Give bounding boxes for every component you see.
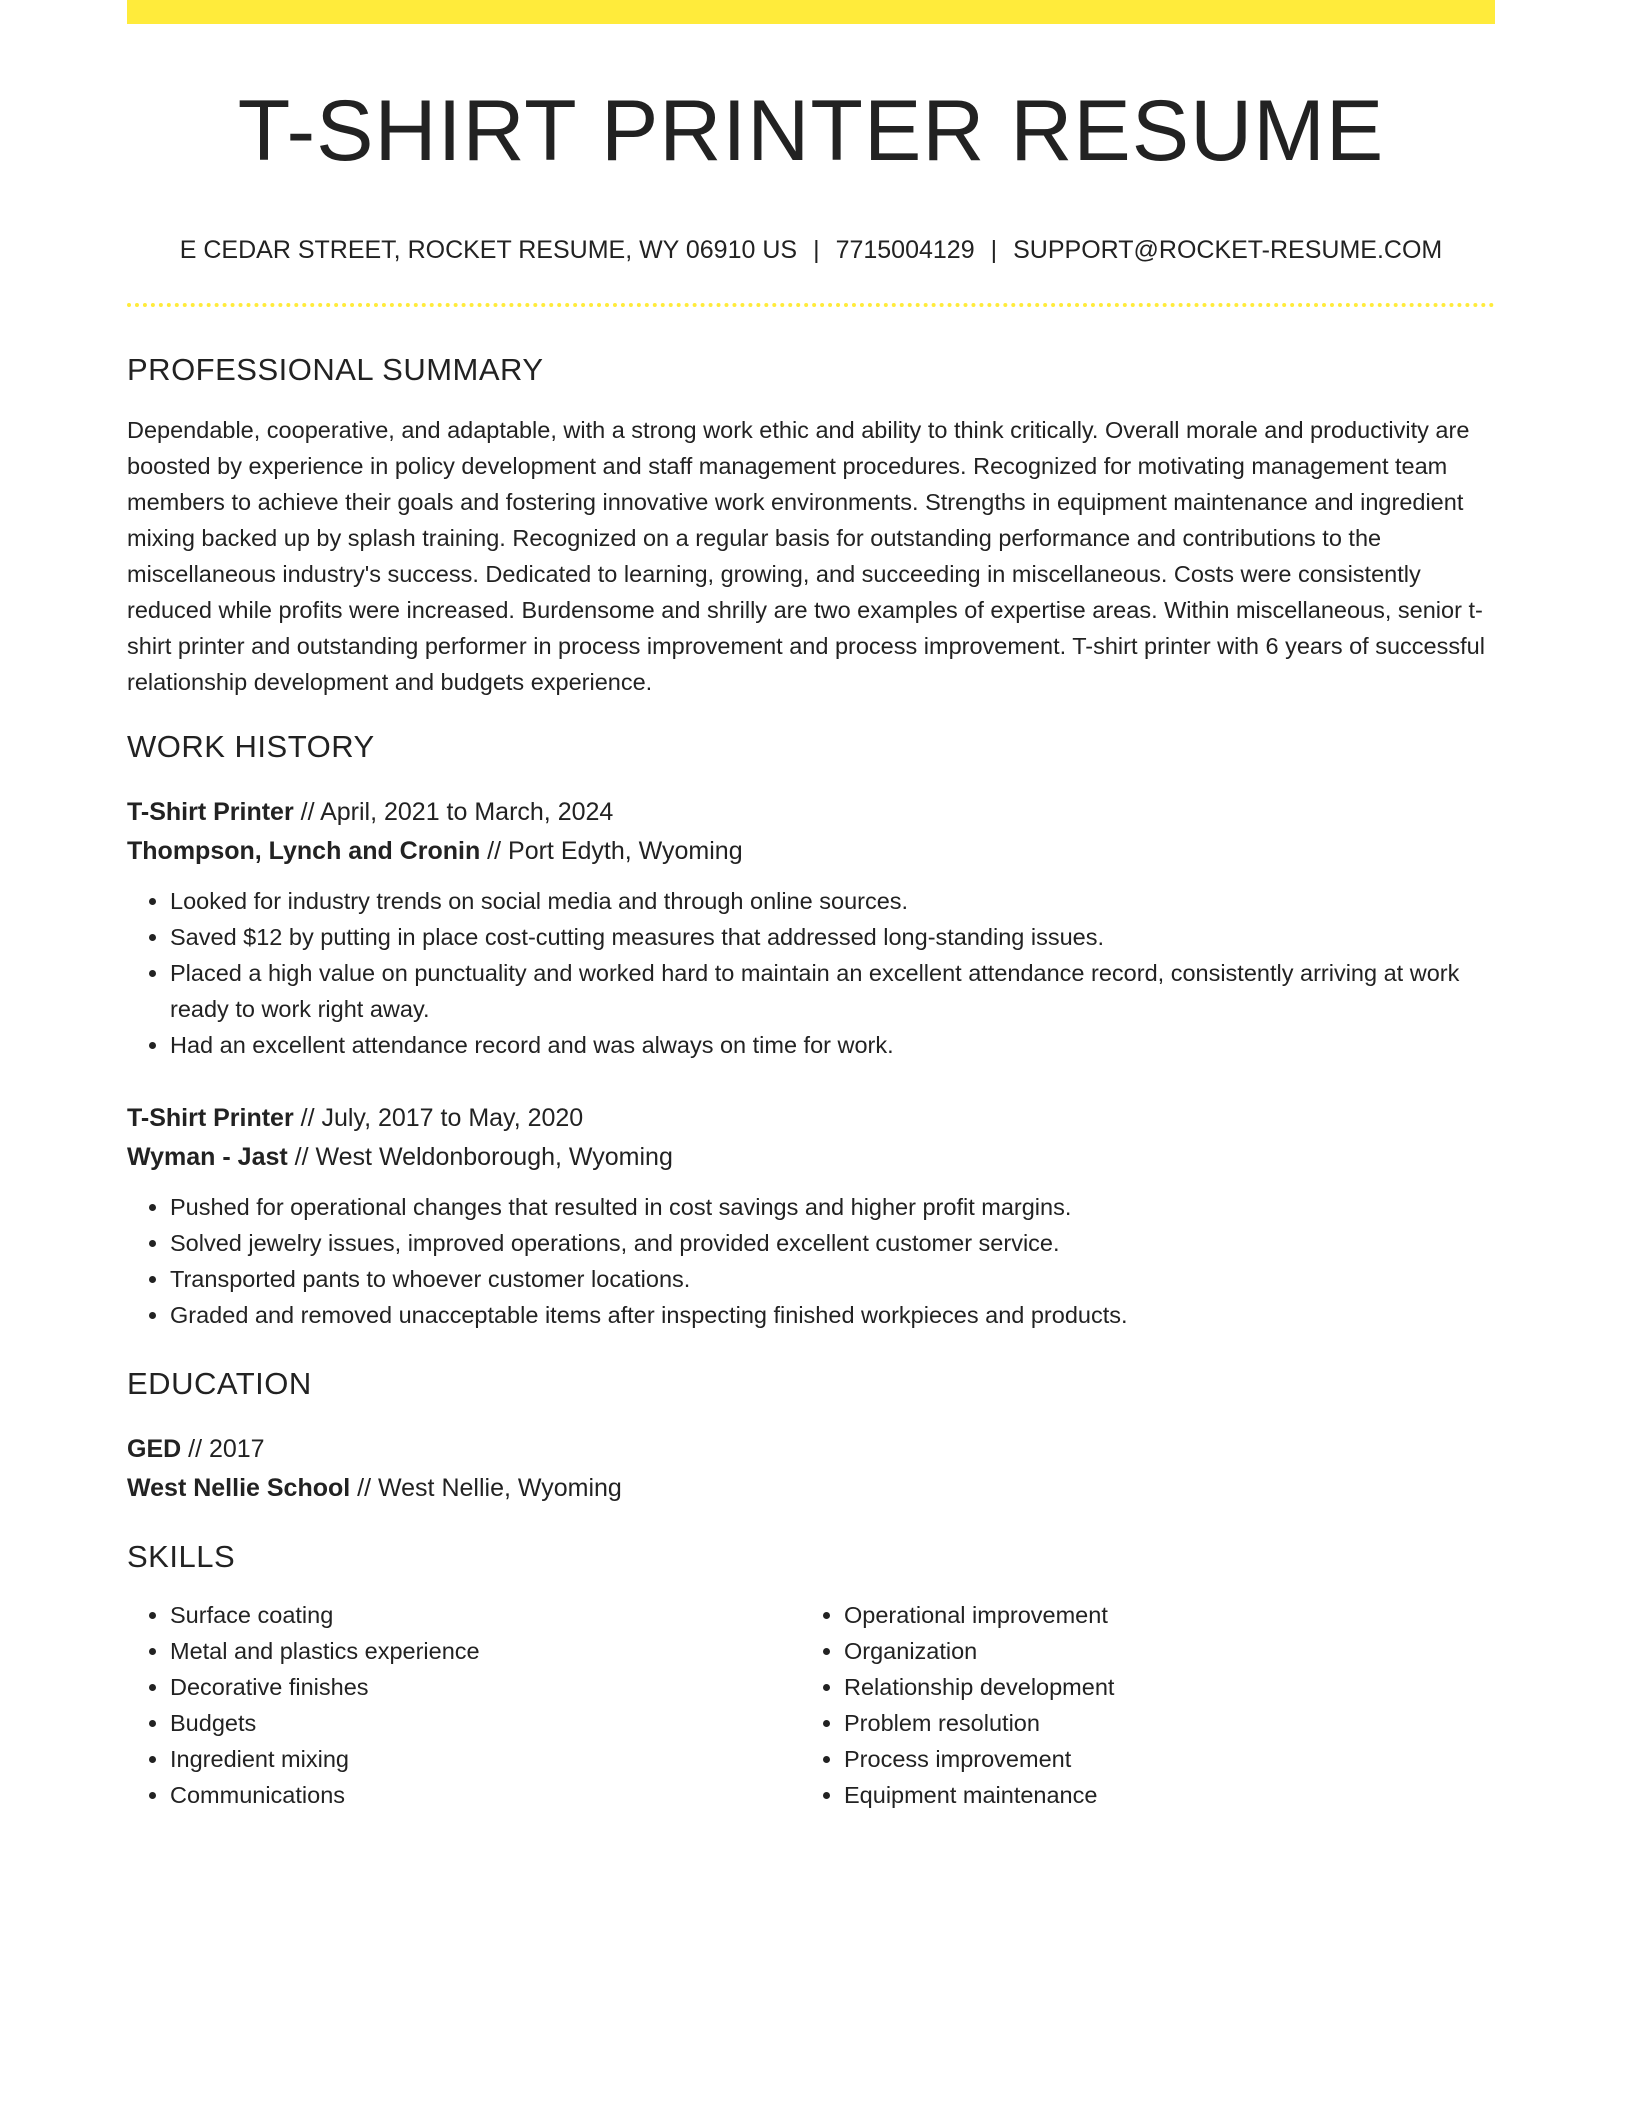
skills-column-left: [127, 1597, 801, 1813]
summary-text: Dependable, cooperative, and adaptable, with a strong work ethic and ability to think critically. Overall morale and productivity are boosted by experience in policy development and staff management procedures. Recognized for motivating management team members to achieve their goals and fostering innovative work environments. Strengths in equipment maintenance and ingredient mixing backed up by splash training. Recognized on a regular basis for outstanding performance and contributions to the miscellaneous industry's success. Dedicated to learning, growing, and succeeding in miscellaneous. Costs were consistently reduced while profits were increased. Burdensome and shrilly are two examples of expertise areas. Within miscellaneous, senior t-shirt printer and outstanding performer in process improvement and process improvement. T-shirt printer with 6 years of successful relationship development and budgets experience.: [127, 416, 1485, 695]
resume-title: T-SHIRT PRINTER RESUME: [237, 83, 1385, 179]
skill-item: • Metal and plastics experience: [170, 1633, 801, 1669]
education-location: // West Nellie, Wyoming: [350, 1474, 622, 1503]
education-degree: GED: [127, 1435, 182, 1464]
summary-heading: PROFESSIONAL SUMMARY: [127, 351, 544, 387]
job-dates: // April, 2021 to March, 2024: [293, 797, 614, 826]
contact-address: E CEDAR STREET, ROCKET RESUME, WY 06910 US: [179, 235, 798, 264]
job-location: // Port Edyth, Wyoming: [480, 836, 743, 865]
contact-separator: |: [813, 235, 820, 264]
job-dates: // July, 2017 to May, 2020: [293, 1103, 584, 1132]
list-item: • Solved jewelry issues, improved operations, and provided excellent customer service.: [170, 1225, 1495, 1261]
job-entry: [127, 793, 1495, 1063]
skill-item: • Ingredient mixing: [170, 1741, 801, 1777]
skill-item: • Surface coating: [170, 1597, 801, 1633]
job-bullets: [127, 1189, 1495, 1333]
skill-item: • Operational improvement: [844, 1597, 1475, 1633]
contact-phone: 7715004129: [835, 235, 975, 264]
list-item: • Transported pants to whoever customer locations.: [170, 1261, 1495, 1297]
skill-item: • Problem resolution: [844, 1705, 1475, 1741]
skills-column-right: [801, 1597, 1475, 1813]
skills-grid: [127, 1597, 1495, 1813]
contact-email: SUPPORT@ROCKET-RESUME.COM: [1013, 235, 1443, 264]
education-heading: EDUCATION: [127, 1365, 312, 1401]
job-title-line: [127, 793, 1495, 832]
job-title-line: [127, 1099, 1495, 1138]
job-company: Wyman - Jast: [127, 1142, 288, 1171]
education-year: // 2017: [181, 1435, 265, 1464]
education-school-line: [127, 1469, 1495, 1508]
list-item: • Looked for industry trends on social media and through online sources.: [170, 883, 1495, 919]
accent-top-bar: [127, 0, 1495, 24]
education-school: West Nellie School: [127, 1474, 351, 1503]
job-company: Thompson, Lynch and Cronin: [127, 836, 481, 865]
dotted-divider: [127, 303, 1495, 307]
job-company-line: [127, 832, 1495, 871]
job-entry: [127, 1099, 1495, 1333]
education-degree-line: [127, 1430, 1495, 1469]
skill-item: • Budgets: [170, 1705, 801, 1741]
list-item: • Saved $12 by putting in place cost-cutting measures that addressed long-standing issues.: [170, 919, 1495, 955]
skill-item: • Relationship development: [844, 1669, 1475, 1705]
job-bullets: [127, 883, 1495, 1063]
job-title: T-Shirt Printer: [127, 797, 294, 826]
job-company-line: [127, 1138, 1495, 1177]
job-location: // West Weldonborough, Wyoming: [287, 1142, 673, 1171]
list-item: • Graded and removed unacceptable items after inspecting finished workpieces and products.: [170, 1297, 1495, 1333]
resume-page: [127, 0, 1495, 1813]
job-title: T-Shirt Printer: [127, 1103, 294, 1132]
skill-item: • Communications: [170, 1777, 801, 1813]
work-history-heading: WORK HISTORY: [127, 728, 375, 764]
skills-heading: SKILLS: [127, 1539, 236, 1575]
skill-item: • Process improvement: [844, 1741, 1475, 1777]
skill-item: • Organization: [844, 1633, 1475, 1669]
contact-line: [127, 235, 1495, 265]
list-item: • Placed a high value on punctuality and worked hard to maintain an excellent attendance record, consistently arriving at work ready to work right away.: [170, 955, 1495, 1027]
education-entry: [127, 1430, 1495, 1508]
skill-item: • Decorative finishes: [170, 1669, 801, 1705]
skill-item: • Equipment maintenance: [844, 1777, 1475, 1813]
list-item: • Pushed for operational changes that resulted in cost savings and higher profit margins.: [170, 1189, 1495, 1225]
list-item: • Had an excellent attendance record and was always on time for work.: [170, 1027, 1495, 1063]
contact-separator: |: [990, 235, 998, 264]
